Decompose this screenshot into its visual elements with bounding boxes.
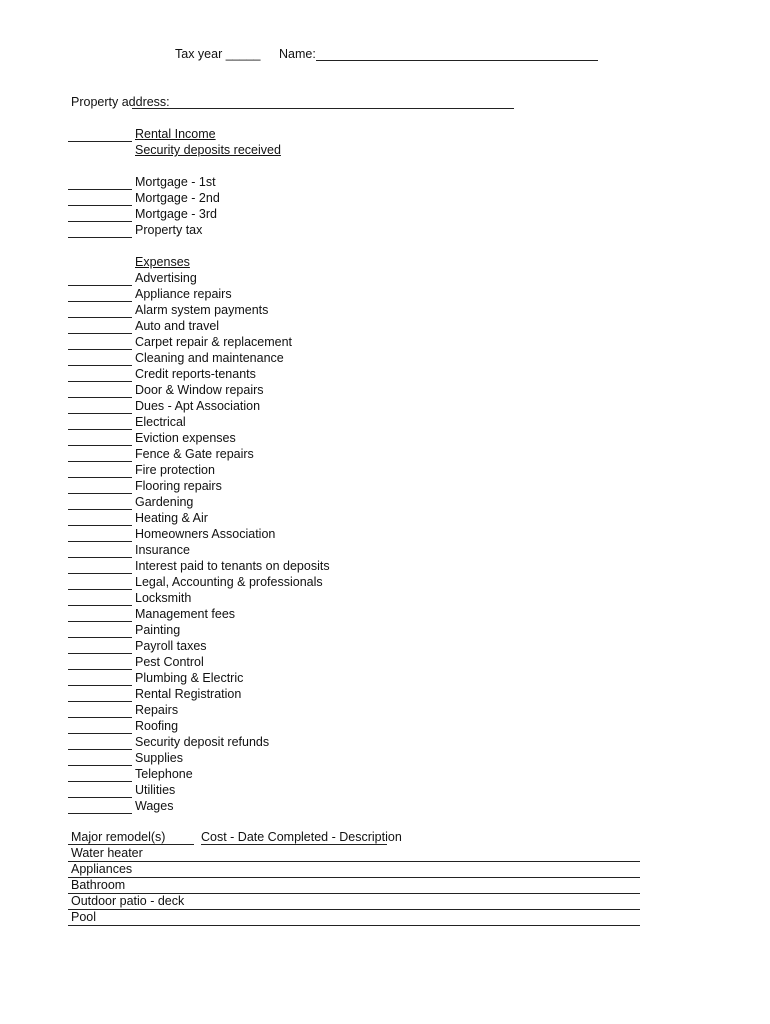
expense-item-label: Alarm system payments bbox=[135, 303, 269, 317]
expense-item-amount-field[interactable] bbox=[68, 813, 132, 814]
expense-item-label: Wages bbox=[135, 799, 174, 813]
expense-item-label: Supplies bbox=[135, 751, 183, 765]
expense-item-amount-field[interactable] bbox=[68, 557, 132, 558]
expense-item-label: Advertising bbox=[135, 271, 197, 285]
expense-item-label: Appliance repairs bbox=[135, 287, 232, 301]
name-field[interactable] bbox=[316, 60, 598, 61]
expense-item-amount-field[interactable] bbox=[68, 477, 132, 478]
expense-item-label: Rental Registration bbox=[135, 687, 242, 701]
expense-item-amount-field[interactable] bbox=[68, 653, 132, 654]
expense-item-amount-field[interactable] bbox=[68, 765, 132, 766]
expense-item-amount-field[interactable] bbox=[68, 589, 132, 590]
expense-item-label: Cleaning and maintenance bbox=[135, 351, 284, 365]
name-label: Name: bbox=[279, 47, 316, 61]
expense-item-label: Painting bbox=[135, 623, 181, 637]
rental-income-label: Rental Income bbox=[135, 127, 216, 141]
expense-item-label: Flooring repairs bbox=[135, 479, 222, 493]
remodel-row[interactable] bbox=[68, 845, 640, 862]
expense-item-label: Legal, Accounting & professionals bbox=[135, 575, 323, 589]
expense-item-amount-field[interactable] bbox=[68, 733, 132, 734]
mortgage-item-amount-field[interactable] bbox=[68, 237, 132, 238]
remodel-row-label: Appliances bbox=[71, 862, 133, 876]
expense-item-label: Locksmith bbox=[135, 591, 192, 605]
expense-item-label: Plumbing & Electric bbox=[135, 671, 244, 685]
mortgage-item-label: Property tax bbox=[135, 223, 203, 237]
expense-item-amount-field[interactable] bbox=[68, 381, 132, 382]
remodel-row[interactable] bbox=[68, 877, 640, 894]
expense-item-amount-field[interactable] bbox=[68, 413, 132, 414]
expense-item-amount-field[interactable] bbox=[68, 285, 132, 286]
expense-item-amount-field[interactable] bbox=[68, 749, 132, 750]
expense-item-label: Repairs bbox=[135, 703, 179, 717]
expense-item-amount-field[interactable] bbox=[68, 365, 132, 366]
remodel-row[interactable] bbox=[68, 861, 640, 878]
expense-item-amount-field[interactable] bbox=[68, 669, 132, 670]
remodel-row-label: Bathroom bbox=[71, 878, 126, 892]
property-address-field[interactable] bbox=[132, 108, 514, 109]
security-deposits-received-label: Security deposits received bbox=[135, 143, 281, 157]
expense-item-label: Insurance bbox=[135, 543, 190, 557]
expense-item-label: Roofing bbox=[135, 719, 179, 733]
mortgage-item-amount-field[interactable] bbox=[68, 221, 132, 222]
expense-item-amount-field[interactable] bbox=[68, 573, 132, 574]
rental-income-amount-field[interactable] bbox=[68, 141, 132, 142]
expense-item-amount-field[interactable] bbox=[68, 525, 132, 526]
expense-item-label: Interest paid to tenants on deposits bbox=[135, 559, 330, 573]
expense-item-label: Telephone bbox=[135, 767, 193, 781]
expense-item-label: Gardening bbox=[135, 495, 194, 509]
expense-item-label: Fire protection bbox=[135, 463, 215, 477]
mortgage-item-label: Mortgage - 2nd bbox=[135, 191, 220, 205]
expense-item-label: Management fees bbox=[135, 607, 236, 621]
expense-item-amount-field[interactable] bbox=[68, 541, 132, 542]
expense-item-amount-field[interactable] bbox=[68, 701, 132, 702]
expense-item-amount-field[interactable] bbox=[68, 717, 132, 718]
expenses-heading: Expenses bbox=[135, 255, 190, 269]
expense-item-amount-field[interactable] bbox=[68, 493, 132, 494]
expense-item-amount-field[interactable] bbox=[68, 429, 132, 430]
remodel-row-label: Outdoor patio - deck bbox=[71, 894, 185, 908]
expense-item-label: Utilities bbox=[135, 783, 176, 797]
expense-item-amount-field[interactable] bbox=[68, 621, 132, 622]
expense-item-label: Pest Control bbox=[135, 655, 204, 669]
expense-item-label: Heating & Air bbox=[135, 511, 208, 525]
remodel-row-label: Pool bbox=[71, 910, 97, 924]
remodel-row[interactable] bbox=[68, 893, 640, 910]
expense-item-label: Credit reports-tenants bbox=[135, 367, 256, 381]
expense-item-label: Security deposit refunds bbox=[135, 735, 270, 749]
expense-item-amount-field[interactable] bbox=[68, 461, 132, 462]
expense-item-label: Auto and travel bbox=[135, 319, 220, 333]
expense-item-amount-field[interactable] bbox=[68, 317, 132, 318]
expense-item-amount-field[interactable] bbox=[68, 349, 132, 350]
tax-year-label: Tax year _____ bbox=[175, 47, 261, 61]
expense-item-label: Payroll taxes bbox=[135, 639, 207, 653]
expense-item-amount-field[interactable] bbox=[68, 797, 132, 798]
expense-item-amount-field[interactable] bbox=[68, 781, 132, 782]
expense-item-label: Door & Window repairs bbox=[135, 383, 264, 397]
major-remodel-heading: Major remodel(s) bbox=[71, 830, 166, 844]
remodel-row[interactable] bbox=[68, 909, 640, 926]
expense-item-label: Homeowners Association bbox=[135, 527, 276, 541]
mortgage-item-amount-field[interactable] bbox=[68, 205, 132, 206]
expense-item-label: Eviction expenses bbox=[135, 431, 236, 445]
expense-item-label: Carpet repair & replacement bbox=[135, 335, 293, 349]
expense-item-label: Fence & Gate repairs bbox=[135, 447, 254, 461]
mortgage-item-label: Mortgage - 1st bbox=[135, 175, 216, 189]
property-address-label: Property address: bbox=[71, 95, 170, 109]
mortgage-item-label: Mortgage - 3rd bbox=[135, 207, 217, 221]
expense-item-amount-field[interactable] bbox=[68, 605, 132, 606]
expense-item-label: Electrical bbox=[135, 415, 186, 429]
expense-item-amount-field[interactable] bbox=[68, 301, 132, 302]
expense-item-amount-field[interactable] bbox=[68, 333, 132, 334]
expense-item-amount-field[interactable] bbox=[68, 637, 132, 638]
expense-item-amount-field[interactable] bbox=[68, 685, 132, 686]
expense-item-amount-field[interactable] bbox=[68, 397, 132, 398]
mortgage-item-amount-field[interactable] bbox=[68, 189, 132, 190]
expense-item-label: Dues - Apt Association bbox=[135, 399, 261, 413]
expense-item-amount-field[interactable] bbox=[68, 445, 132, 446]
remodel-columns-label: Cost - Date Completed - Description bbox=[201, 830, 402, 844]
expense-item-amount-field[interactable] bbox=[68, 509, 132, 510]
remodel-row-label: Water heater bbox=[71, 846, 143, 860]
